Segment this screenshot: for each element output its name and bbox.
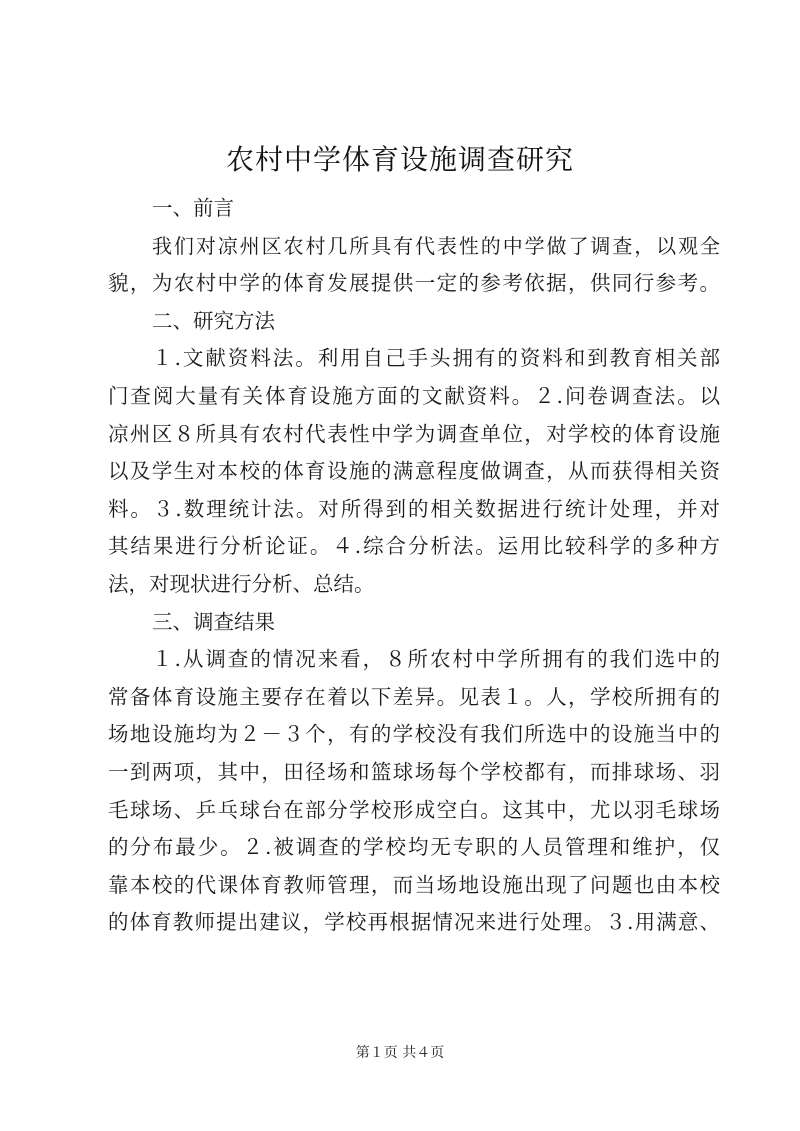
text-line: １.文献资料法。利用自己手头拥有的资料和到教育相关部: [152, 346, 720, 371]
text-line: １.从调查的情况来看，８所农村中学所拥有的我们选中的: [152, 647, 720, 672]
text-line: 二、研究方法: [152, 308, 275, 333]
text-line: 常备体育设施主要存在着以下差异。见表１。人，学校所拥有的: [108, 684, 720, 709]
text-line: 凉州区８所具有农村代表性中学为调查单位，对学校的体育设施: [108, 421, 720, 446]
text-line: 我们对凉州区农村几所具有代表性的中学做了调查，以观全: [152, 233, 720, 258]
text-line: 貌，为农村中学的体育发展提供一定的参考依据，供同行参考。: [108, 271, 720, 296]
text-line: 一、前言: [152, 196, 234, 220]
text-line: 场地设施均为２－３个，有的学校没有我们所选中的设施当中的: [108, 722, 720, 747]
text-line: 其结果进行分析论证。４.综合分析法。运用比较科学的多种方: [108, 534, 720, 559]
text-line: 以及学生对本校的体育设施的满意程度做调查，从而获得相关资: [108, 459, 720, 484]
text-line: 的体育教师提出建议，学校再根据情况来进行处理。３.用满意、: [108, 910, 720, 935]
text-line: 一到两项，其中，田径场和篮球场每个学校都有，而排球场、羽: [108, 759, 720, 784]
text-line: 毛球场、乒乓球台在部分学校形成空白。这其中，尤以羽毛球场: [108, 797, 720, 822]
page-footer: 第１页 共４页: [355, 1045, 445, 1061]
text-line: 门查阅大量有关体育设施方面的文献资料。２.问卷调查法。以: [108, 383, 720, 408]
text-line: 的分布最少。２.被调查的学校均无专职的人员管理和维护，仅: [108, 835, 720, 860]
document-title: 农村中学体育设施调查研究: [225, 143, 574, 176]
text-line: 法，对现状进行分析、总结。: [108, 571, 375, 596]
document-body: [108, 190, 720, 942]
text-line: 料。３.数理统计法。对所得到的相关数据进行统计处理，并对: [108, 496, 720, 521]
text-line: 靠本校的代课体育教师管理，而当场地设施出现了问题也由本校: [108, 872, 720, 897]
text-line: 三、调查结果: [152, 609, 275, 634]
